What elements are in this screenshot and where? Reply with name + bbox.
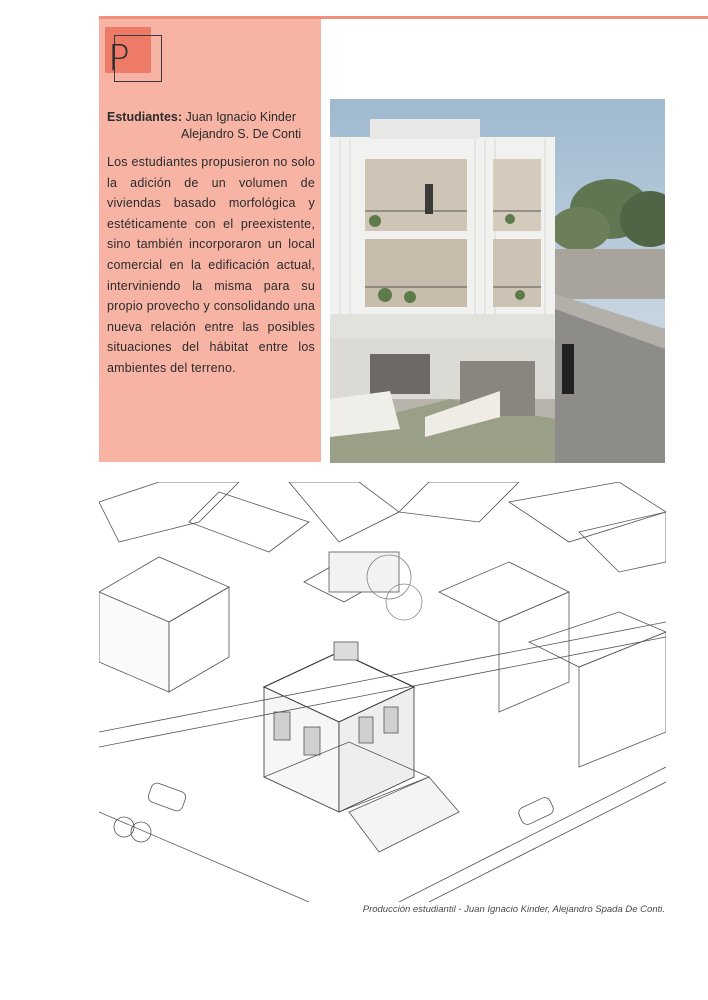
figure-caption: Producción estudiantil - Juan Ignacio Kinder, Alejandro Spada De Conti. — [362, 904, 665, 915]
student-name-1: Juan Ignacio Kinder — [185, 110, 296, 124]
students-credit — [107, 109, 322, 143]
student-name-2: Alejandro S. De Conti — [181, 127, 302, 141]
logo-letter: P — [108, 38, 130, 79]
axonometric-drawing — [99, 482, 666, 902]
students-label: Estudiantes: — [107, 110, 183, 124]
building-render-image — [330, 99, 665, 463]
project-description: Los estudiantes propusieron no solo la adición de un volumen de viviendas basado morfológica y estéticamente con el preexistente, sino también incorporaron un local comercial en la edificación actual, interviniendo la misma para su propio provecho y consolidando una nueva relación entre las posibles situaciones del hábitat entre los ambientes del terreno. — [107, 155, 315, 375]
